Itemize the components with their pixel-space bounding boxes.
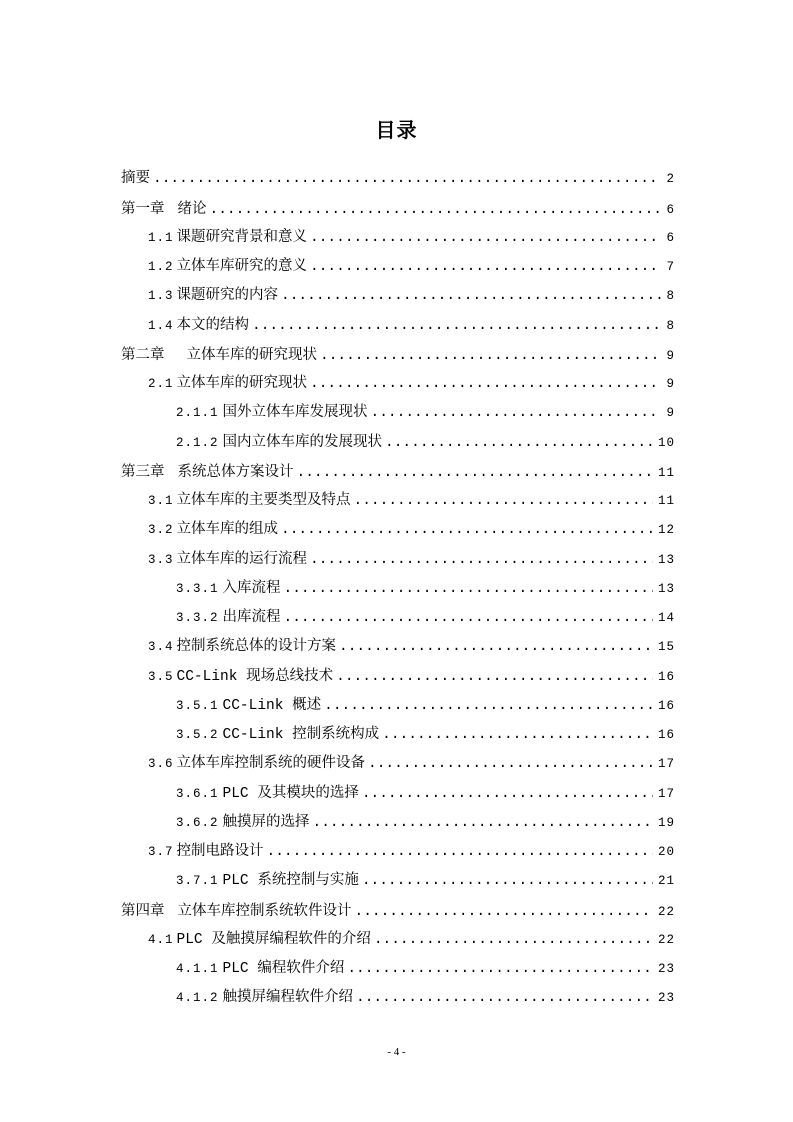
toc-entry-page: 22 xyxy=(657,904,675,919)
toc-entry xyxy=(121,312,675,341)
toc-entry xyxy=(121,663,675,692)
toc-entry-title: 立体车库的研究现状 xyxy=(186,347,317,364)
toc-entry-page: 12 xyxy=(657,523,675,538)
dot-leader xyxy=(313,809,653,838)
dot-leader xyxy=(281,282,661,311)
toc-entry-title: 立体车库控制系统的硬件设备 xyxy=(176,756,366,773)
toc-entry-number: 2.1 xyxy=(148,377,174,392)
toc-entry xyxy=(121,604,675,633)
toc-entry xyxy=(121,721,675,750)
toc-entry-title: 立体车库的组成 xyxy=(176,522,279,539)
toc-entry xyxy=(121,546,675,575)
toc-entry-title: 摘要 xyxy=(121,171,150,188)
dot-leader xyxy=(362,867,653,896)
toc-entry xyxy=(121,399,675,428)
toc-entry xyxy=(121,487,675,516)
toc-entry xyxy=(121,224,675,253)
toc-entry-number: 3.2 xyxy=(148,523,174,538)
toc-entry-title: 立体车库的运行流程 xyxy=(176,551,308,568)
toc-entry-page: 6 xyxy=(666,202,675,217)
toc-entry-number: 3.3.1 xyxy=(176,581,219,596)
toc-entry-page: 7 xyxy=(666,260,675,275)
dot-leader xyxy=(356,984,653,1013)
toc-entry-title: 国内立体车库的发展现状 xyxy=(222,434,383,451)
toc-entry-page: 14 xyxy=(657,611,675,626)
dot-leader xyxy=(210,196,662,225)
toc-entry xyxy=(121,692,675,721)
toc-entry-number: 3.5.1 xyxy=(176,698,219,713)
toc-entry-page: 10 xyxy=(657,435,675,450)
dot-leader xyxy=(347,955,653,984)
toc-entry xyxy=(121,809,675,838)
toc-entry xyxy=(121,575,675,604)
dot-leader xyxy=(385,429,653,458)
toc-entry-title: 本文的结构 xyxy=(176,317,250,334)
toc-entry-page: 13 xyxy=(657,581,675,596)
dot-leader xyxy=(284,575,653,604)
toc-entry xyxy=(121,370,675,399)
toc-entry-title: 立体车库研究的意义 xyxy=(176,259,308,276)
toc-entry-page: 16 xyxy=(657,728,675,743)
toc-entry-number: 1.4 xyxy=(148,318,174,333)
toc-entry-title: 立体车库控制系统软件设计 xyxy=(177,903,352,920)
toc-entry-page: 2 xyxy=(666,172,675,187)
toc-entry-title: CC-Link 现场总线技术 xyxy=(176,668,334,685)
toc-entry-page: 22 xyxy=(657,932,675,947)
toc-entry-title: 立体车库的研究现状 xyxy=(176,376,308,393)
toc-entry xyxy=(121,165,675,194)
dot-leader xyxy=(252,312,661,341)
toc-entry-page: 15 xyxy=(657,640,675,655)
dot-leader xyxy=(310,253,661,282)
toc-entry-number: 4.1.1 xyxy=(176,962,219,977)
toc-entry-number: 第四章 xyxy=(121,902,165,919)
toc-entry xyxy=(121,838,675,867)
toc-entry-title: 绪论 xyxy=(177,201,207,218)
toc-entry-title: CC-Link 概述 xyxy=(222,697,322,714)
toc-entry xyxy=(121,955,675,984)
dot-leader xyxy=(281,516,653,545)
dot-leader xyxy=(355,898,653,927)
toc-entry-title: PLC 系统控制与实施 xyxy=(222,873,359,890)
toc-entry-page: 9 xyxy=(666,348,675,363)
toc-entry-page: 9 xyxy=(666,377,675,392)
toc-entry-title: 控制系统总体的设计方案 xyxy=(176,639,337,656)
dot-leader xyxy=(310,370,661,399)
table-of-contents xyxy=(121,165,675,1013)
toc-entry xyxy=(121,897,675,926)
toc-entry-page: 23 xyxy=(657,991,675,1006)
toc-entry-title: 系统总体方案设计 xyxy=(177,464,294,481)
toc-entry xyxy=(121,195,675,224)
toc-entry-number: 3.6.2 xyxy=(176,815,219,830)
toc-entry-page: 17 xyxy=(657,786,675,801)
toc-entry-number: 4.1 xyxy=(148,932,174,947)
toc-entry-number: 3.1 xyxy=(148,494,174,509)
toc-entry-page: 16 xyxy=(657,698,675,713)
toc-entry-title: PLC 及触摸屏编程软件的介绍 xyxy=(176,931,371,948)
dot-leader xyxy=(371,399,662,428)
toc-entry-number: 第三章 xyxy=(121,463,165,480)
toc-entry-number: 1.3 xyxy=(148,289,174,304)
toc-entry-page: 20 xyxy=(657,845,675,860)
toc-entry-title: 立体车库的主要类型及特点 xyxy=(176,493,351,510)
dot-leader xyxy=(284,604,653,633)
dot-leader xyxy=(362,780,653,809)
toc-entry-title: 课题研究背景和意义 xyxy=(176,229,308,246)
toc-entry-page: 8 xyxy=(666,289,675,304)
toc-entry-title: 出库流程 xyxy=(222,610,281,627)
dot-leader xyxy=(382,721,653,750)
toc-entry-number: 3.7 xyxy=(148,845,174,860)
toc-entry-title: 课题研究的内容 xyxy=(176,288,279,305)
toc-entry-title: 触摸屏的选择 xyxy=(222,814,310,831)
toc-entry-number: 1.1 xyxy=(148,230,174,245)
toc-entry xyxy=(121,633,675,662)
toc-entry-number: 第二章 xyxy=(121,346,165,363)
dot-leader xyxy=(267,838,653,867)
dot-leader xyxy=(336,663,653,692)
dot-leader xyxy=(153,165,661,194)
toc-entry-title: PLC 编程软件介绍 xyxy=(222,961,345,978)
toc-entry-number: 4.1.2 xyxy=(176,991,219,1006)
toc-entry-page: 21 xyxy=(657,874,675,889)
toc-entry xyxy=(121,429,675,458)
toc-entry-page: 17 xyxy=(657,757,675,772)
toc-entry-page: 23 xyxy=(657,962,675,977)
toc-entry-number: 2.1.1 xyxy=(176,406,219,421)
toc-entry xyxy=(121,984,675,1013)
toc-entry-number: 第一章 xyxy=(121,200,165,217)
toc-entry xyxy=(121,750,675,779)
toc-entry-number: 1.2 xyxy=(148,260,174,275)
dot-leader xyxy=(368,750,653,779)
toc-entry-number: 3.5 xyxy=(148,669,174,684)
toc-entry-page: 13 xyxy=(657,552,675,567)
dot-leader xyxy=(310,546,653,575)
toc-entry-title: 控制电路设计 xyxy=(176,844,264,861)
toc-entry-number: 3.7.1 xyxy=(176,874,219,889)
toc-entry-title: 入库流程 xyxy=(222,580,281,597)
toc-entry-page: 19 xyxy=(657,815,675,830)
toc-entry-title: 国外立体车库发展现状 xyxy=(222,405,368,422)
page-number-footer: - 4 - xyxy=(387,1046,406,1058)
toc-entry xyxy=(121,867,675,896)
toc-entry-number: 2.1.2 xyxy=(176,435,219,450)
toc-entry-title: PLC 及其模块的选择 xyxy=(222,785,359,802)
dot-leader xyxy=(320,342,661,371)
toc-entry-number: 3.6.1 xyxy=(176,786,219,801)
dot-leader xyxy=(374,926,653,955)
toc-entry-page: 8 xyxy=(666,318,675,333)
toc-entry-page: 11 xyxy=(657,465,675,480)
page-title: 目录 xyxy=(375,118,418,142)
toc-entry xyxy=(121,253,675,282)
toc-entry-page: 11 xyxy=(657,494,675,509)
toc-entry xyxy=(121,282,675,311)
dot-leader xyxy=(339,633,653,662)
toc-entry-number: 3.6 xyxy=(148,757,174,772)
toc-entry-page: 16 xyxy=(657,669,675,684)
toc-entry-number: 3.4 xyxy=(148,640,174,655)
toc-entry-number: 3.5.2 xyxy=(176,728,219,743)
toc-entry-title: 触摸屏编程软件介绍 xyxy=(222,990,354,1007)
dot-leader xyxy=(310,224,661,253)
dot-leader xyxy=(297,459,653,488)
toc-entry-title: CC-Link 控制系统构成 xyxy=(222,727,380,744)
toc-entry xyxy=(121,516,675,545)
toc-entry xyxy=(121,458,675,487)
toc-entry xyxy=(121,341,675,370)
dot-leader xyxy=(324,692,653,721)
dot-leader xyxy=(354,487,653,516)
toc-entry-page: 6 xyxy=(666,230,675,245)
toc-entry-number: 3.3.2 xyxy=(176,611,219,626)
toc-entry-page: 9 xyxy=(666,406,675,421)
toc-entry xyxy=(121,780,675,809)
toc-entry-number: 3.3 xyxy=(148,552,174,567)
toc-entry xyxy=(121,926,675,955)
